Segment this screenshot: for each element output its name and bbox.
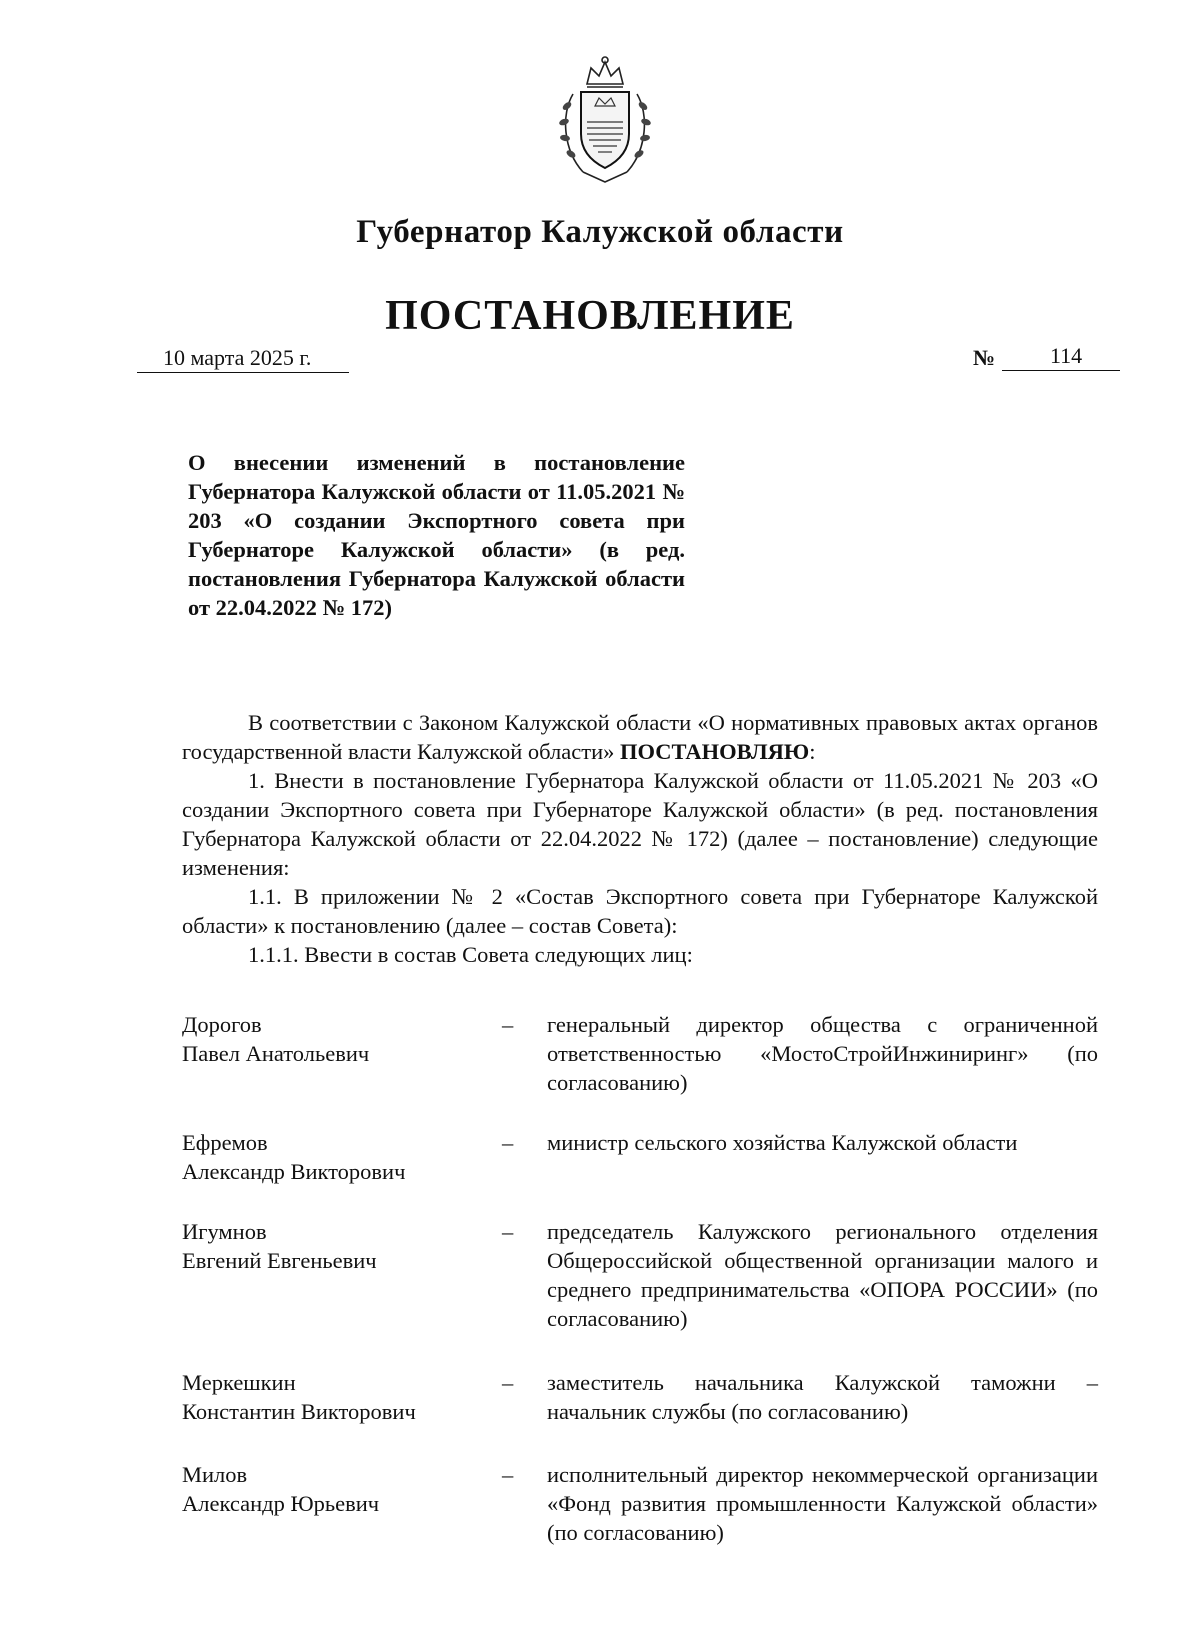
item-1-1: 1.1. В приложении № 2 «Состав Экспортного совета при Губернаторе Калужской области» к постановлению (далее – состав Совета): <box>182 884 1098 938</box>
member-surname: Меркешкин <box>182 1370 296 1395</box>
member-surname: Милов <box>182 1462 248 1487</box>
preamble-paragraph <box>182 708 1098 766</box>
preamble-text: В соответствии с Законом Калужской области «О нормативных правовых актах органов государственной власти Калужской области» <box>182 710 1098 764</box>
member-given-names: Павел Анатольевич <box>182 1041 370 1066</box>
member-dash: – <box>502 1012 514 1037</box>
member-name <box>182 1368 482 1426</box>
member-position: исполнительный директор некоммерческой организации «Фонд развития промышленности Калужской области» (по согласованию) <box>547 1462 1098 1545</box>
item-1: 1. Внести в постановление Губернатора Калужской области от 11.05.2021 № 203 «О создании Экспортного совета при Губернаторе Калужской области» (в ред. постановления Губернатора Калужской области от 22.04.2022 № 172) (далее – постановление) следующие изменения: <box>182 768 1098 880</box>
member-position: министр сельского хозяйства Калужской области <box>547 1130 1018 1155</box>
member-given-names: Александр Юрьевич <box>182 1491 380 1516</box>
member-name <box>182 1128 482 1186</box>
coat-of-arms-emblem <box>553 54 657 186</box>
preamble-colon: : <box>809 739 816 764</box>
member-given-names: Евгений Евгеньевич <box>182 1248 377 1273</box>
member-name <box>182 1460 482 1518</box>
member-surname: Ефремов <box>182 1130 268 1155</box>
document-body <box>182 708 1098 969</box>
document-number: 114 <box>1002 342 1120 371</box>
item-1-1-1: 1.1.1. Ввести в состав Совета следующих лиц: <box>248 942 693 967</box>
member-dash: – <box>502 1370 514 1395</box>
issuer-title: Губернатор Калужской области <box>356 214 844 250</box>
member-dash: – <box>502 1219 514 1244</box>
member-given-names: Константин Викторович <box>182 1399 416 1424</box>
decree-word: ПОСТАНОВЛЯЮ <box>620 739 810 764</box>
member-dash: – <box>502 1130 514 1155</box>
member-position: заместитель начальника Калужской таможни – начальник службы (по согласованию) <box>547 1370 1098 1424</box>
document-subject: О внесении изменений в постановление Губернатора Калужской области от 11.05.2021 № 203 «О создании Экспортного совета при Губернаторе Калужской области» (в ред. постановления Губернатора Калужской области от 22.04.2022 № 172) <box>188 450 685 620</box>
member-position: генеральный директор общества с ограниченной ответственностью «МостоСтройИнжиниринг» (по согласованию) <box>547 1012 1098 1095</box>
member-position: председатель Калужского регионального отделения Общероссийской общественной организации малого и среднего предпринимательства «ОПОРА РОССИИ» (по согласованию) <box>547 1219 1098 1331</box>
member-surname: Дорогов <box>182 1012 262 1037</box>
document-type-heading: ПОСТАНОВЛЕНИЕ <box>385 293 795 339</box>
member-surname: Игумнов <box>182 1219 267 1244</box>
number-sign: № <box>973 345 996 370</box>
member-dash: – <box>502 1462 514 1487</box>
document-date: 10 марта 2025 г. <box>137 344 349 373</box>
member-given-names: Александр Викторович <box>182 1159 406 1184</box>
member-name <box>182 1010 482 1068</box>
member-name <box>182 1217 482 1275</box>
